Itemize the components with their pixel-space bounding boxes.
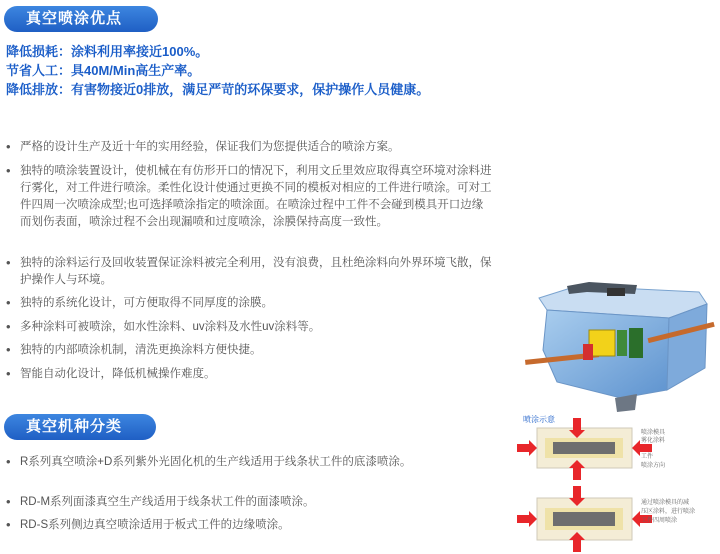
bullet-dot: • <box>6 319 11 334</box>
section-title-advantages: 真空喷涂优点 <box>4 6 158 32</box>
bullet-dot: • <box>6 494 11 509</box>
diagram-title: 喷涂示意 <box>523 415 555 424</box>
bullet-automation: 智能自动化设计，降低机械操作难度。 <box>20 368 216 380</box>
type-rd-m-series: RD-M系列面漆真空生产线适用于线条状工件的面漆喷涂。 <box>20 496 315 508</box>
diagram-panel-bottom <box>517 486 695 552</box>
bullet-coatings: 多种涂料可被喷涂，如水性涂料、uv涂料及水性uv涂料等。 <box>20 321 321 333</box>
diagram-label-paint: 雾化涂料 <box>641 438 666 444</box>
bullet-dot: • <box>6 342 11 357</box>
bullet-dot: • <box>6 139 11 154</box>
bullet-cleaning: 独特的内部喷涂机制，清洗更换涂料方便快捷。 <box>20 344 262 356</box>
bullet-dot: • <box>6 255 11 270</box>
bullet-dot: • <box>6 366 11 381</box>
bullet-dot: • <box>6 163 11 178</box>
type-r-series: R系列真空喷涂+D系列紫外光固化机的生产线适用于线条状工件的底漆喷涂。 <box>20 456 412 468</box>
bullet-dot: • <box>6 454 11 469</box>
bullet-device-design: 独特的喷涂装置设计，使机械在有仿形开口的情况下，利用文丘里效应取得真空环境对涂料进行雾化，对工件进行喷涂。柔性化设计使通过更换不同的模板对相应的工件进行喷涂。可对工件四周一次喷涂成型;也可选择喷涂指定的喷涂面。在喷涂过程中工件不会碰到模具开口边缘而划伤表面，喷涂过程不会出现漏喷和过度喷涂，涂膜保持高度一致性。 <box>20 165 492 228</box>
section-title-types: 真空机种分类 <box>4 414 156 440</box>
diagram-label-direction: 喷涂方向 <box>641 463 666 469</box>
highlight-emission: 降低排放：有害物接近0排放，满足严苛的环保要求，保护操作人员健康。 <box>6 82 430 97</box>
diagram-label-note3: 工件四周喷涂 <box>641 518 678 524</box>
bullet-experience: 严格的设计生产及近十年的实用经验，保证我们为您提供适合的喷涂方案。 <box>20 141 400 153</box>
bullet-dot: • <box>6 517 11 532</box>
type-rd-s-series: RD-S系列侧边真空喷涂适用于板式工件的边缘喷涂。 <box>20 519 290 531</box>
diagram-label-note2: 压区涂料，进行喷涂 <box>641 509 696 515</box>
highlight-loss: 降低损耗：涂料利用率接近100%。 <box>6 44 209 59</box>
machine-illustration <box>525 282 715 412</box>
bullet-thickness: 独特的系统化设计，可方便取得不同厚度的涂膜。 <box>20 297 273 309</box>
vacuum-machine-figure <box>517 270 720 554</box>
diagram-label-mold: 喷涂模具 <box>641 430 666 436</box>
bullet-dot: • <box>6 295 11 310</box>
diagram-panel-top <box>517 418 666 480</box>
bullet-recovery: 独特的涂料运行及回收装置保证涂料被完全利用，没有浪费，且杜绝涂料向外界环境飞散，保护操作人与环境。 <box>20 257 492 286</box>
diagram-label-note1: 通过喷涂模具的减 <box>641 500 690 506</box>
diagram-label-workpiece: 工件 <box>641 454 654 460</box>
highlight-labor: 节省人工：具40M/Min高生产率。 <box>6 63 201 78</box>
